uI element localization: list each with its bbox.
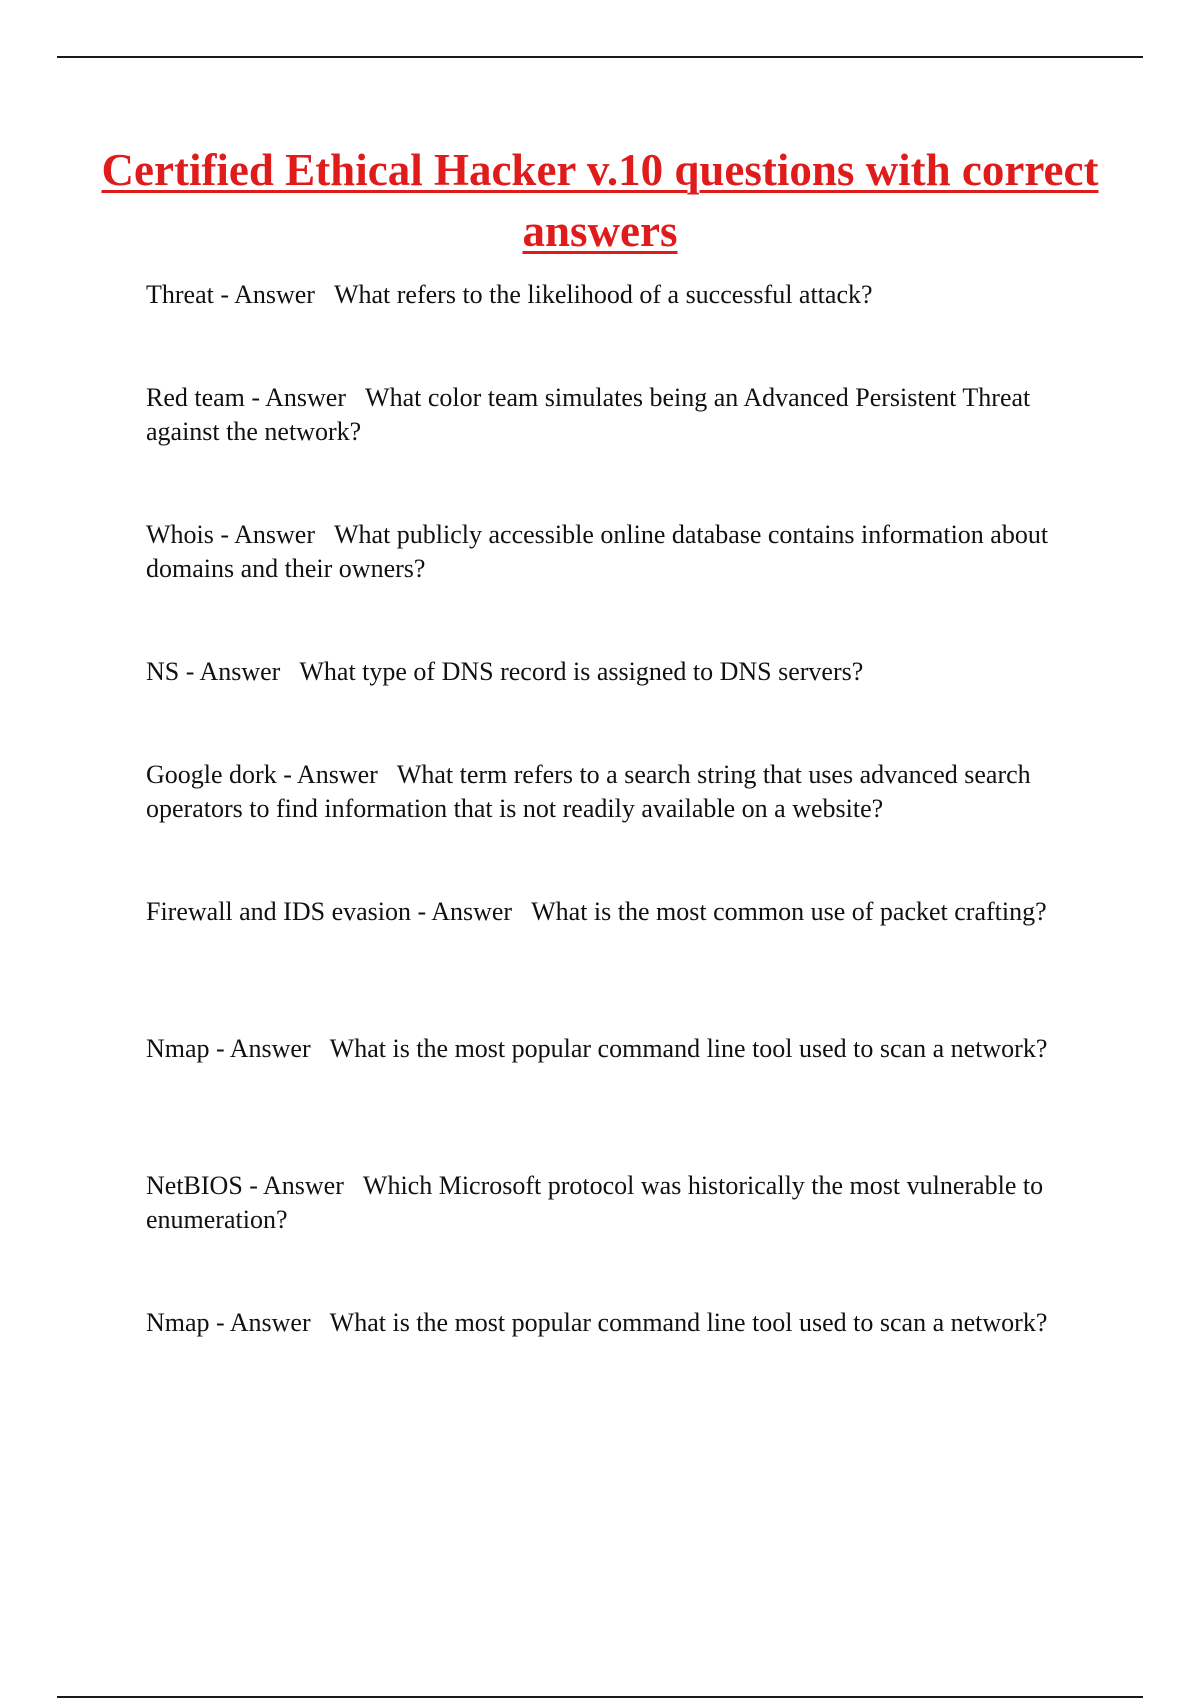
qa-item-1: Threat - Answer What refers to the likelihood of a successful attack? bbox=[146, 280, 873, 309]
qa-item-6: Firewall and IDS evasion - Answer What is the most common use of packet crafting? bbox=[146, 897, 1047, 926]
qa-item-3: Whois - Answer What publicly accessible online database contains information about domains and their owners? bbox=[146, 520, 1055, 583]
top-divider bbox=[57, 56, 1143, 58]
qa-item-9: Nmap - Answer What is the most popular command line tool used to scan a network? bbox=[146, 1308, 1048, 1337]
qa-item-5: Google dork - Answer What term refers to a search string that uses advanced search operators to find information that is not readily available on a website? bbox=[146, 760, 1038, 823]
qa-item-8: NetBIOS - Answer Which Microsoft protocol was historically the most vulnerable to enumeration? bbox=[146, 1171, 1050, 1234]
qa-item-4: NS - Answer What type of DNS record is assigned to DNS servers? bbox=[146, 657, 864, 686]
qa-item-7: Nmap - Answer What is the most popular command line tool used to scan a network? bbox=[146, 1034, 1048, 1063]
document-title: Certified Ethical Hacker v.10 questions with correct answers bbox=[101, 145, 1099, 256]
qa-item-2: Red team - Answer What color team simulates being an Advanced Persistent Threat against the network? bbox=[146, 383, 1037, 446]
bottom-divider bbox=[57, 1696, 1143, 1698]
